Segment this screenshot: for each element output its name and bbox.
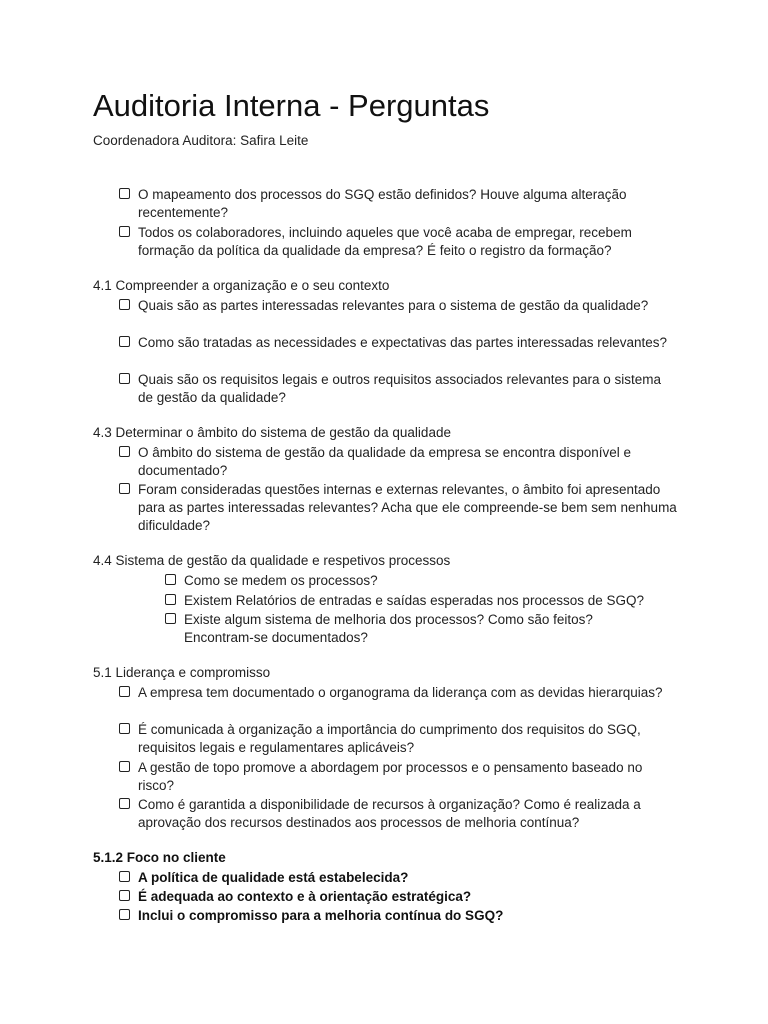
question-text: É comunicada à organização a importância do cumprimento dos requisitos do SGQ, requisitos legais e regulamentares aplicáveis? — [138, 722, 641, 755]
checklist-item — [119, 888, 678, 906]
checkbox[interactable] — [119, 446, 130, 457]
question-text: Existem Relatórios de entradas e saídas esperadas nos processos de SGQ? — [184, 593, 644, 608]
checkbox[interactable] — [119, 798, 130, 809]
checkbox[interactable] — [119, 188, 130, 199]
checkbox[interactable] — [165, 594, 176, 605]
question-text: Foram consideradas questões internas e externas relevantes, o âmbito foi apresentado para as partes interessadas relevantes? Acha que ele compreende-se bem sem nenhuma dificuldade? — [138, 482, 677, 533]
auditor-line: Coordenadora Auditora: Safira Leite — [93, 133, 309, 148]
checkbox[interactable] — [119, 373, 130, 384]
question-text: Existe algum sistema de melhoria dos processos? Como são feitos? Encontram-se documentados? — [184, 612, 593, 645]
checkbox[interactable] — [119, 299, 130, 310]
section-heading-4-1: 4.1 Compreender a organização e o seu contexto — [93, 278, 390, 293]
checkbox[interactable] — [119, 871, 130, 882]
checklist-item — [119, 224, 678, 260]
question-text: Como se medem os processos? — [184, 573, 378, 588]
checklist-item — [119, 721, 678, 757]
checkbox[interactable] — [119, 890, 130, 901]
question-text: A empresa tem documentado o organograma da liderança com as devidas hierarquias? — [138, 685, 663, 700]
checkbox[interactable] — [119, 761, 130, 772]
checklist-item — [119, 444, 678, 480]
page-title: Auditoria Interna - Perguntas — [93, 88, 490, 123]
checklist-item — [165, 572, 684, 590]
section-heading-4-4: 4.4 Sistema de gestão da qualidade e respetivos processos — [93, 553, 451, 568]
checkbox[interactable] — [119, 909, 130, 920]
checklist-item — [119, 481, 678, 535]
question-text: O âmbito do sistema de gestão da qualidade da empresa se encontra disponível e documentado? — [138, 445, 632, 478]
question-text: Todos os colaboradores, incluindo aqueles que você acaba de empregar, recebem formação da política da qualidade da empresa? É feito o registro da formação? — [138, 225, 632, 258]
checklist-item — [119, 371, 678, 407]
section-heading-5-1: 5.1 Liderança e compromisso — [93, 665, 271, 680]
checklist-item — [119, 796, 678, 832]
checklist-item — [119, 869, 678, 887]
question-text: Quais são as partes interessadas relevantes para o sistema de gestão da qualidade? — [138, 298, 649, 313]
question-text: Quais são os requisitos legais e outros requisitos associados relevantes para o sistema de gestão da qualidade? — [138, 372, 662, 405]
checklist-item — [165, 592, 684, 610]
checklist-item — [119, 297, 678, 315]
checklist-item — [119, 907, 678, 925]
checkbox[interactable] — [119, 723, 130, 734]
checklist-item — [119, 186, 678, 222]
question-text: É adequada ao contexto e à orientação estratégica? — [138, 889, 472, 904]
checklist-item — [119, 759, 678, 795]
question-text: O mapeamento dos processos do SGQ estão definidos? Houve alguma alteração recentemente? — [138, 187, 627, 220]
question-text: A gestão de topo promove a abordagem por processos e o pensamento baseado no risco? — [138, 760, 643, 793]
checkbox[interactable] — [119, 686, 130, 697]
question-text: A política de qualidade está estabelecida? — [138, 870, 409, 885]
question-text: Como é garantida a disponibilidade de recursos à organização? Como é realizada a aprovação dos recursos destinados aos processos de melhoria contínua? — [138, 797, 641, 830]
checkbox[interactable] — [165, 574, 176, 585]
question-text: Inclui o compromisso para a melhoria contínua do SGQ? — [138, 908, 504, 923]
checkbox[interactable] — [119, 336, 130, 347]
question-text: Como são tratadas as necessidades e expectativas das partes interessadas relevantes? — [138, 335, 668, 350]
checkbox[interactable] — [119, 483, 130, 494]
checklist-item — [119, 684, 678, 702]
checkbox[interactable] — [119, 226, 130, 237]
checklist-item — [165, 611, 634, 647]
section-heading-5-1-2: 5.1.2 Foco no cliente — [93, 850, 226, 865]
checklist-item — [119, 334, 678, 352]
section-heading-4-3: 4.3 Determinar o âmbito do sistema de gestão da qualidade — [93, 425, 451, 440]
checkbox[interactable] — [165, 613, 176, 624]
